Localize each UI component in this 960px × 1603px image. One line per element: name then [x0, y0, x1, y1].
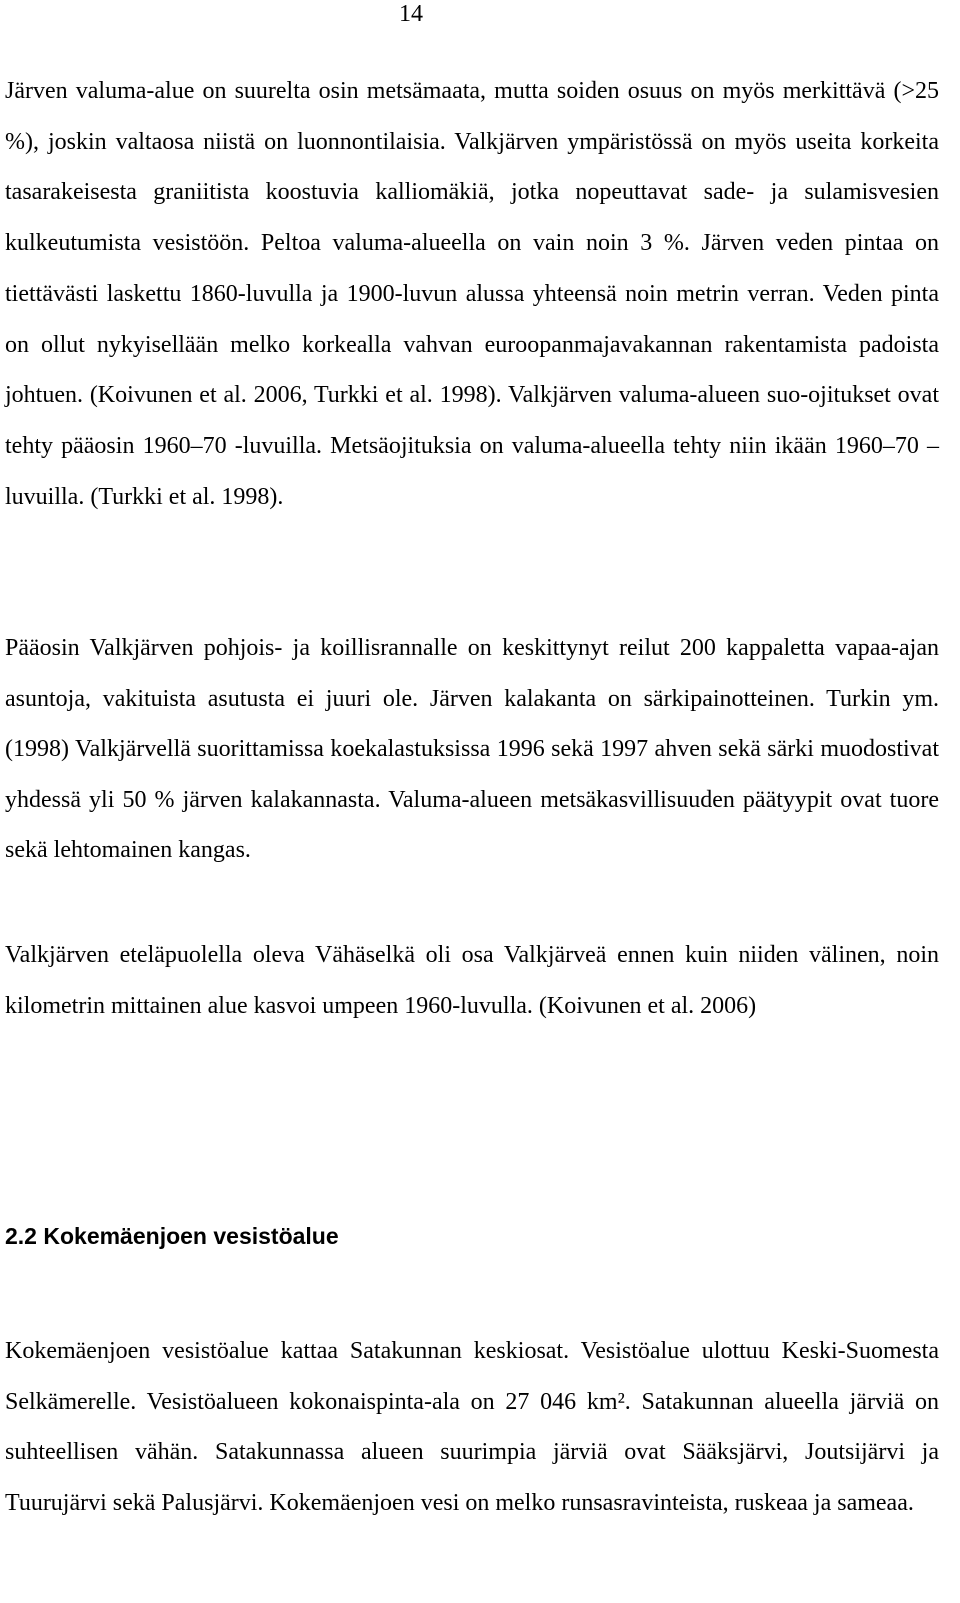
paragraph-shore-settlement: Pääosin Valkjärven pohjois- ja koillisrannalle on keskittynyt reilut 200 kappaletta vapaa-ajan asuntoja, vakituista asutusta ei juuri ole. Järven kalakanta on särkipainotteinen. Turkin ym. (1998) Valkjärvellä suorittamissa koekalastuksissa 1996 sekä 1997 ahven sekä särki muodostivat yhdessä yli 50 % järven kalakannasta. Valuma-alueen metsäkasvillisuuden päätyypit ovat tuore sekä lehtomainen kangas. [5, 635, 939, 864]
section-heading: 2.2 Kokemäenjoen vesistöalue [5, 1223, 339, 1249]
page-number: 14 [399, 1, 423, 27]
paragraph-kokemaenjoki: Kokemäenjoen vesistöalue kattaa Satakunnan keskiosat. Vesistöalue ulottuu Keski-Suomesta Selkämerelle. Vesistöalueen kokonaispinta-ala on 27 046 km². Satakunnan alueella järviä on suhteellisen vähän. Satakunnassa alueen suurimpia järviä ovat Sääksjärvi, Joutsijärvi ja Tuurujärvi sekä Palusjärvi. Kokemäenjoen vesi on melko runsasravinteista, ruskeaa ja sameaa. [5, 1338, 939, 1516]
paragraph-catchment-description: Järven valuma-alue on suurelta osin metsämaata, mutta soiden osuus on myös merkittävä (>25 %), joskin valtaosa niistä on luonnontilaisia. Valkjärven ympäristössä on myös useita korkeita tasarakeisesta graniitista koostuvia kalliomäkiä, jotka nopeuttavat sade- ja sulamisvesien kulkeutumista vesistöön. Peltoa valuma-alueella on vain noin 3 %. Järven veden pintaa on tiettävästi laskettu 1860-luvulla ja 1900-luvun alussa yhteensä noin metrin verran. Veden pinta on ollut nykyisellään melko korkealla vahvan euroopanmajavakannan rakentamista padoista johtuen. (Koivunen et al. 2006, Turkki et al. 1998). Valkjärven valuma-alueen suo-ojitukset ovat tehty pääosin 1960–70 -luvuilla. Metsäojituksia on valuma-alueella tehty niin ikään 1960–70 –luvuilla. (Turkki et al. 1998). [5, 78, 939, 510]
paragraph-vahaselka: Valkjärven eteläpuolella oleva Vähäselkä oli osa Valkjärveä ennen kuin niiden välinen, noin kilometrin mittainen alue kasvoi umpeen 1960-luvulla. (Koivunen et al. 2006) [5, 942, 939, 1019]
